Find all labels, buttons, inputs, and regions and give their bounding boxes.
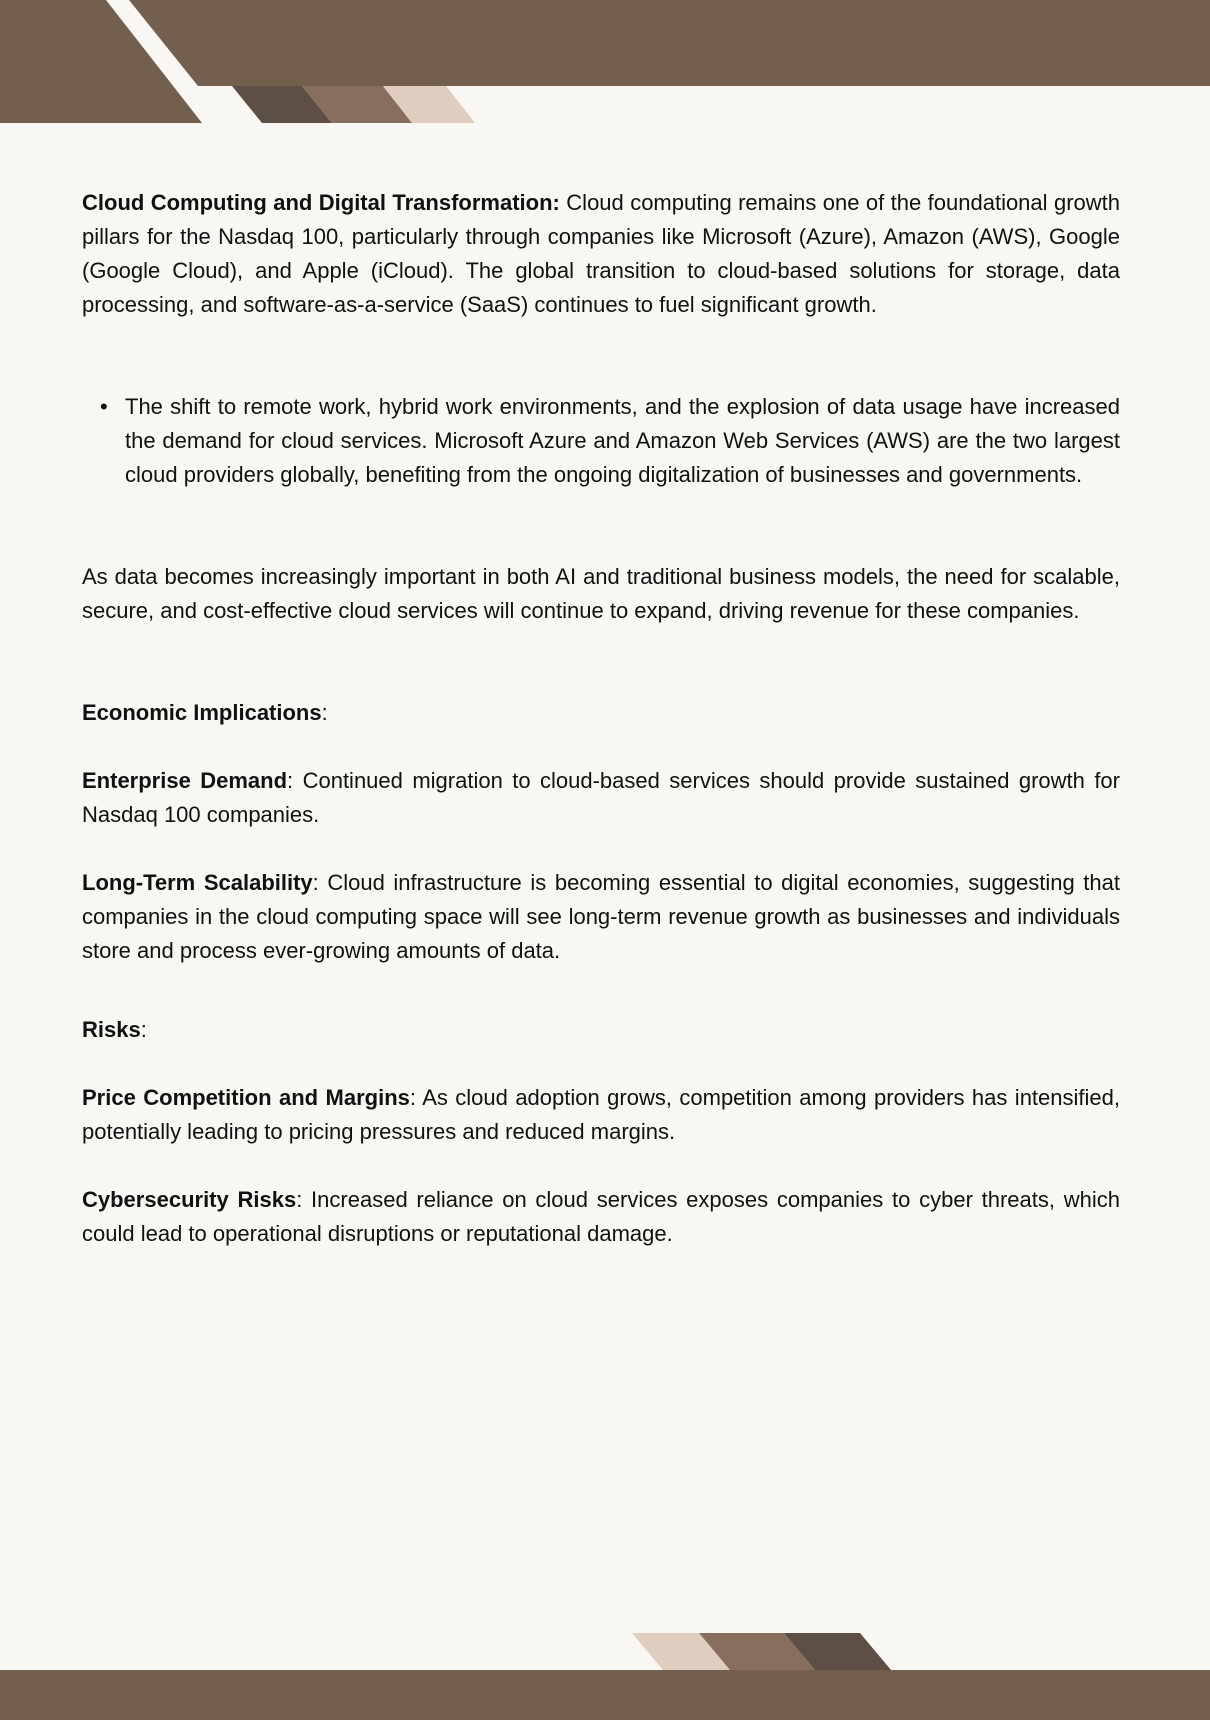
price-competition-paragraph (82, 1081, 1120, 1149)
header-band (129, 0, 1210, 86)
header-decoration (0, 0, 1210, 123)
section-heading: Cloud Computing and Digital Transformation: (82, 190, 560, 215)
heading-colon: : (140, 1017, 147, 1042)
footer-decoration (0, 1633, 1210, 1720)
footer-band (0, 1670, 1210, 1720)
heading-label: Economic Implications (82, 700, 322, 725)
item-text: : Continued migration to cloud-based services should provide sustained growth for Nasdaq 100 companies. (82, 768, 1120, 827)
item-text: : Cloud infrastructure is becoming essential to digital economies, suggesting that companies in the cloud computing space will see long-term revenue growth as businesses and individuals store and process ever-growing amounts of data. (82, 870, 1120, 963)
item-label: Price Competition and Margins (82, 1085, 410, 1110)
section-text: Cloud computing remains one of the foundational growth pillars for the Nasdaq 100, particularly through companies like Microsoft (Azure), Amazon (AWS), Google (Google Cloud), and Apple (iCloud). The global transition to cloud-based solutions for storage, data processing, and software-as-a-service (SaaS) continues to fuel significant growth. (82, 190, 1120, 317)
heading-colon: : (321, 700, 328, 725)
item-label: Enterprise Demand (82, 768, 288, 793)
risks-heading (82, 1013, 1120, 1047)
item-label: Long-Term Scalability (82, 870, 313, 895)
item-text: : Increased reliance on cloud services exposes companies to cyber threats, which could lead to operational disruptions or reputational damage. (82, 1187, 1120, 1246)
long-term-scalability-paragraph (82, 866, 1120, 968)
data-paragraph: As data becomes increasingly important in both AI and traditional business models, the need for scalable, secure, and cost-effective cloud services will continue to expand, driving revenue for these companies. (82, 564, 1120, 623)
enterprise-demand-paragraph (82, 764, 1120, 832)
item-label: Cybersecurity Risks (82, 1187, 297, 1212)
item-text: : As cloud adoption grows, competition among providers has intensified, potentially leading to pricing pressures and reduced margins. (82, 1085, 1120, 1144)
cloud-computing-paragraph (82, 186, 1120, 322)
bullet-list (82, 390, 1120, 492)
heading-label: Risks (82, 1017, 141, 1042)
list-item: • The shift to remote work, hybrid work environments, and the explosion of data usage have increased the demand for cloud services. Microsoft Azure and Amazon Web Services (AWS) are the two largest cloud providers globally, benefiting from the ongoing digitalization of businesses and governments. (82, 390, 1120, 492)
cybersecurity-risks-paragraph (82, 1183, 1120, 1251)
economic-implications-heading (82, 696, 1120, 730)
